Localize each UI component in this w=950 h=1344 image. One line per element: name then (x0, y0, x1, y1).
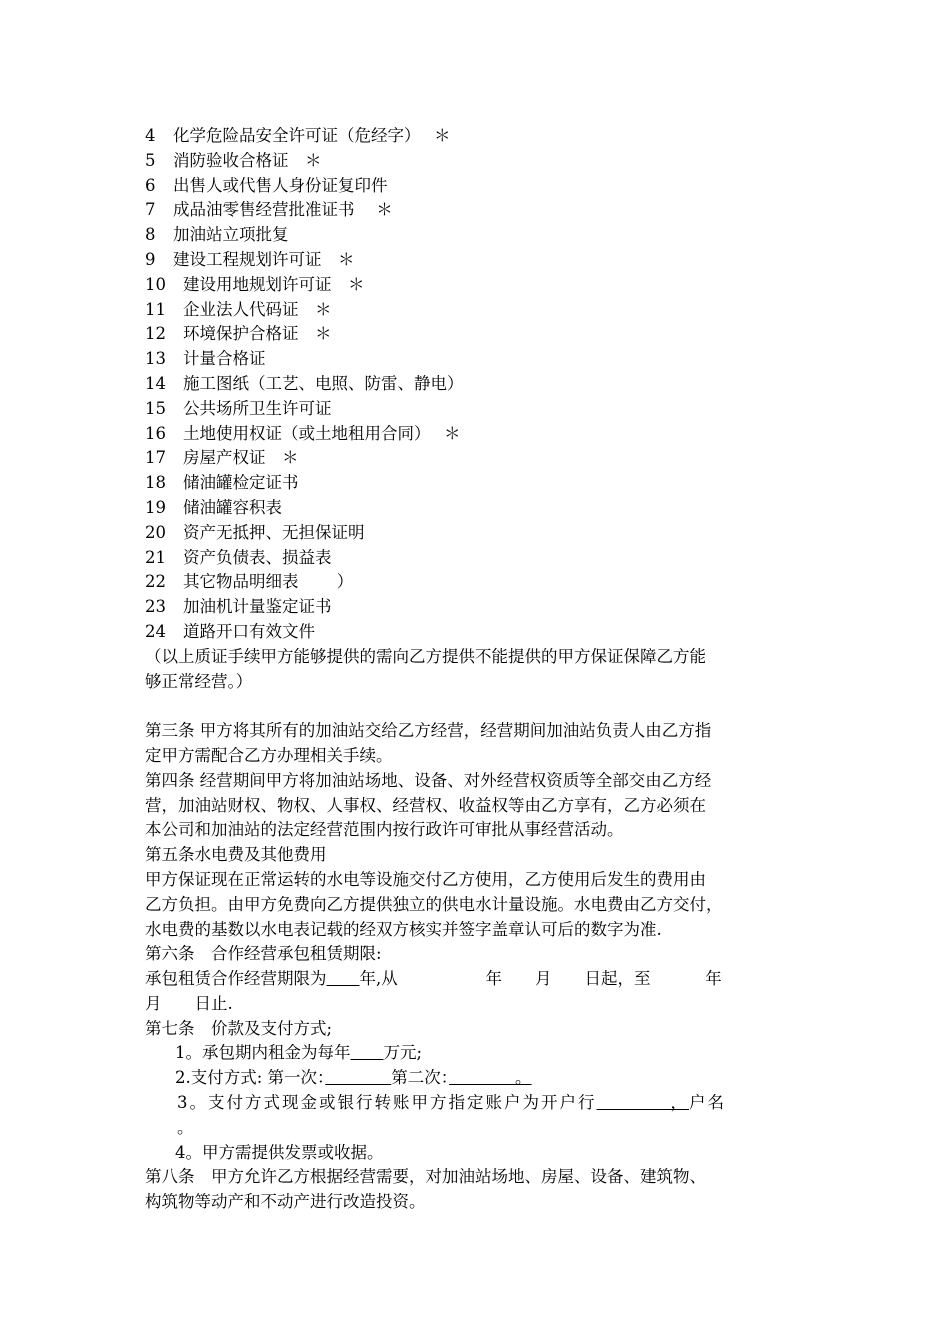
list-item-text: 计量合格证 (183, 349, 266, 369)
list-item (145, 521, 825, 546)
list-item-number: 7 (145, 200, 156, 220)
list-item (145, 570, 825, 595)
payment-second-blank: 。 (449, 1068, 532, 1088)
list-item (145, 595, 825, 620)
list-item-text: 化学危险品安全许可证（危经字） ＊ (173, 126, 451, 145)
blank-line (145, 694, 825, 719)
list-item-number: 15 (145, 398, 166, 418)
article-8-line: 第八条 甲方允许乙方根据经营需要，对加油站场地、房屋、设备、建筑物、 (145, 1167, 706, 1187)
rent-unit: 万元; (383, 1043, 423, 1063)
list-item-number: 8 (145, 225, 156, 245)
list-item (145, 322, 825, 347)
article-7-item-3 (145, 1091, 825, 1116)
rent-amount-blank (351, 1043, 384, 1062)
article-7-title: 第七条 价款及支付方式; (145, 1018, 333, 1038)
list-item (145, 124, 825, 149)
list-item-number: 19 (145, 497, 166, 517)
list-item-text: 施工图纸（工艺、电照、防雷、静电） (183, 373, 464, 393)
list-item-text: 道路开口有效文件 (183, 621, 315, 641)
list-item-number: 11 (145, 299, 166, 319)
bank-blank: ， (596, 1093, 689, 1113)
list-item-text: 消防验收合格证 ＊ (173, 150, 322, 170)
article-8-line: 构筑物等动产和不动产进行改造投资。 (145, 1192, 426, 1212)
list-item (145, 422, 825, 447)
list-item (145, 620, 825, 645)
list-item-number: 12 (145, 324, 166, 344)
list-item-number: 10 (145, 274, 166, 294)
list-item-number: 4 (145, 126, 156, 145)
list-item-text: 其它物品明细表 ） (183, 572, 354, 592)
lease-dates-text: 年,从 年 月 日起，至 年 (359, 969, 722, 989)
article-4-line: 营，加油站财权、物权、人事权、经营权、收益权等由乙方享有，乙方必须在 (145, 795, 706, 815)
list-item (145, 446, 825, 471)
list-item (145, 149, 825, 174)
list-item-text: 土地使用权证（或土地租用合同） ＊ (183, 423, 461, 443)
list-item-number: 9 (145, 249, 156, 269)
article-4-line: 第四条 经营期间甲方将加油站场地、设备、对外经营权资质等全部交由乙方经 (145, 770, 712, 790)
article-5-line: 乙方负担。由甲方免费向乙方提供独立的供电水计量设施。水电费由乙方交付， (145, 894, 723, 914)
article-7-item-3-end: 。 (177, 1117, 194, 1137)
list-item-text: 成品油零售经营批准证书 ＊ (173, 200, 393, 220)
list-item-text: 建设工程规划许可证 ＊ (173, 249, 355, 269)
lease-years-blank (327, 969, 360, 988)
note-line: （以上质证手续甲方能够提供的需向乙方提供不能提供的甲方保证保障乙方能 (145, 646, 706, 666)
account-name-label: 户名 (689, 1093, 726, 1113)
list-item (145, 198, 825, 223)
payment-second-label: 第二次： (391, 1068, 450, 1088)
list-item-number: 6 (145, 175, 156, 195)
list-item-number: 16 (145, 423, 166, 443)
list-item (145, 273, 825, 298)
list-item-text: 企业法人代码证 ＊ (183, 299, 332, 319)
list-item (145, 496, 825, 521)
list-item (145, 223, 825, 248)
list-item-number: 18 (145, 473, 166, 493)
list-item-number: 13 (145, 349, 166, 369)
article-7-item-4: 4。甲方需提供发票或收据。 (175, 1142, 384, 1162)
payment-first-label: 2.支付方式: 第一次： (175, 1068, 326, 1088)
list-item (145, 546, 825, 571)
list-item (145, 372, 825, 397)
list-item-number: 5 (145, 150, 156, 170)
rent-label: 1。承包期内租金为每年 (175, 1043, 351, 1063)
article-3-line: 定甲方需配合乙方办理相关手续。 (145, 745, 393, 765)
list-item-text: 储油罐检定证书 (183, 473, 299, 493)
list-item-text: 加油机计量鉴定证书 (183, 597, 332, 617)
article-5-title: 第五条水电费及其他费用 (145, 845, 327, 865)
list-item-text: 房屋产权证 ＊ (183, 448, 299, 468)
list-item (145, 248, 825, 273)
list-item (145, 471, 825, 496)
article-3-line: 第三条 甲方将其所有的加油站交给乙方经营，经营期间加油站负责人由乙方指 (145, 721, 712, 741)
document-body (145, 124, 825, 1215)
list-item (145, 174, 825, 199)
article-7-item-1 (145, 1041, 825, 1066)
list-item-text: 加油站立项批复 (173, 225, 289, 245)
list-item-text: 出售人或代售人身份证复印件 (173, 175, 388, 195)
list-item-text: 资产负债表、损益表 (183, 547, 332, 567)
article-6-line: 月 日止. (145, 993, 233, 1013)
list-item-number: 20 (145, 522, 166, 542)
list-item-number: 23 (145, 597, 166, 617)
list-item-number: 22 (145, 572, 166, 592)
certificate-list (145, 124, 825, 645)
list-item (145, 347, 825, 372)
list-item (145, 397, 825, 422)
list-item-text: 建设用地规划许可证 ＊ (183, 274, 365, 294)
article-4-line: 本公司和加油站的法定经营范围内按行政许可审批从事经营活动。 (145, 820, 624, 840)
article-6-line (145, 967, 825, 992)
list-item (145, 298, 825, 323)
article-5-line: 甲方保证现在正常运转的水电等设施交付乙方使用，乙方使用后发生的费用由 (145, 869, 706, 889)
list-item-number: 24 (145, 621, 166, 641)
list-item-text: 储油罐容积表 (183, 497, 282, 517)
article-6-title: 第六条 合作经营承包租赁期限: (145, 944, 382, 964)
list-item-number: 14 (145, 373, 166, 393)
payment-first-blank (325, 1068, 391, 1087)
list-item-number: 21 (145, 547, 166, 567)
article-7-item-2 (145, 1066, 825, 1091)
list-item-text: 公共场所卫生许可证 (183, 398, 332, 418)
payment-method-text: 3。支付方式现金或银行转账甲方指定账户为开户行 (177, 1093, 597, 1113)
list-item-text: 环境保护合格证 ＊ (183, 324, 332, 344)
article-5-line: 水电费的基数以水电表记载的经双方核实并签字盖章认可后的数字为准. (145, 919, 662, 939)
lease-term-label: 承包租赁合作经营期限为 (145, 969, 327, 989)
list-item-number: 17 (145, 448, 166, 468)
note-line: 够正常经营。） (145, 671, 253, 691)
list-item-text: 资产无抵押、无担保证明 (183, 522, 365, 542)
